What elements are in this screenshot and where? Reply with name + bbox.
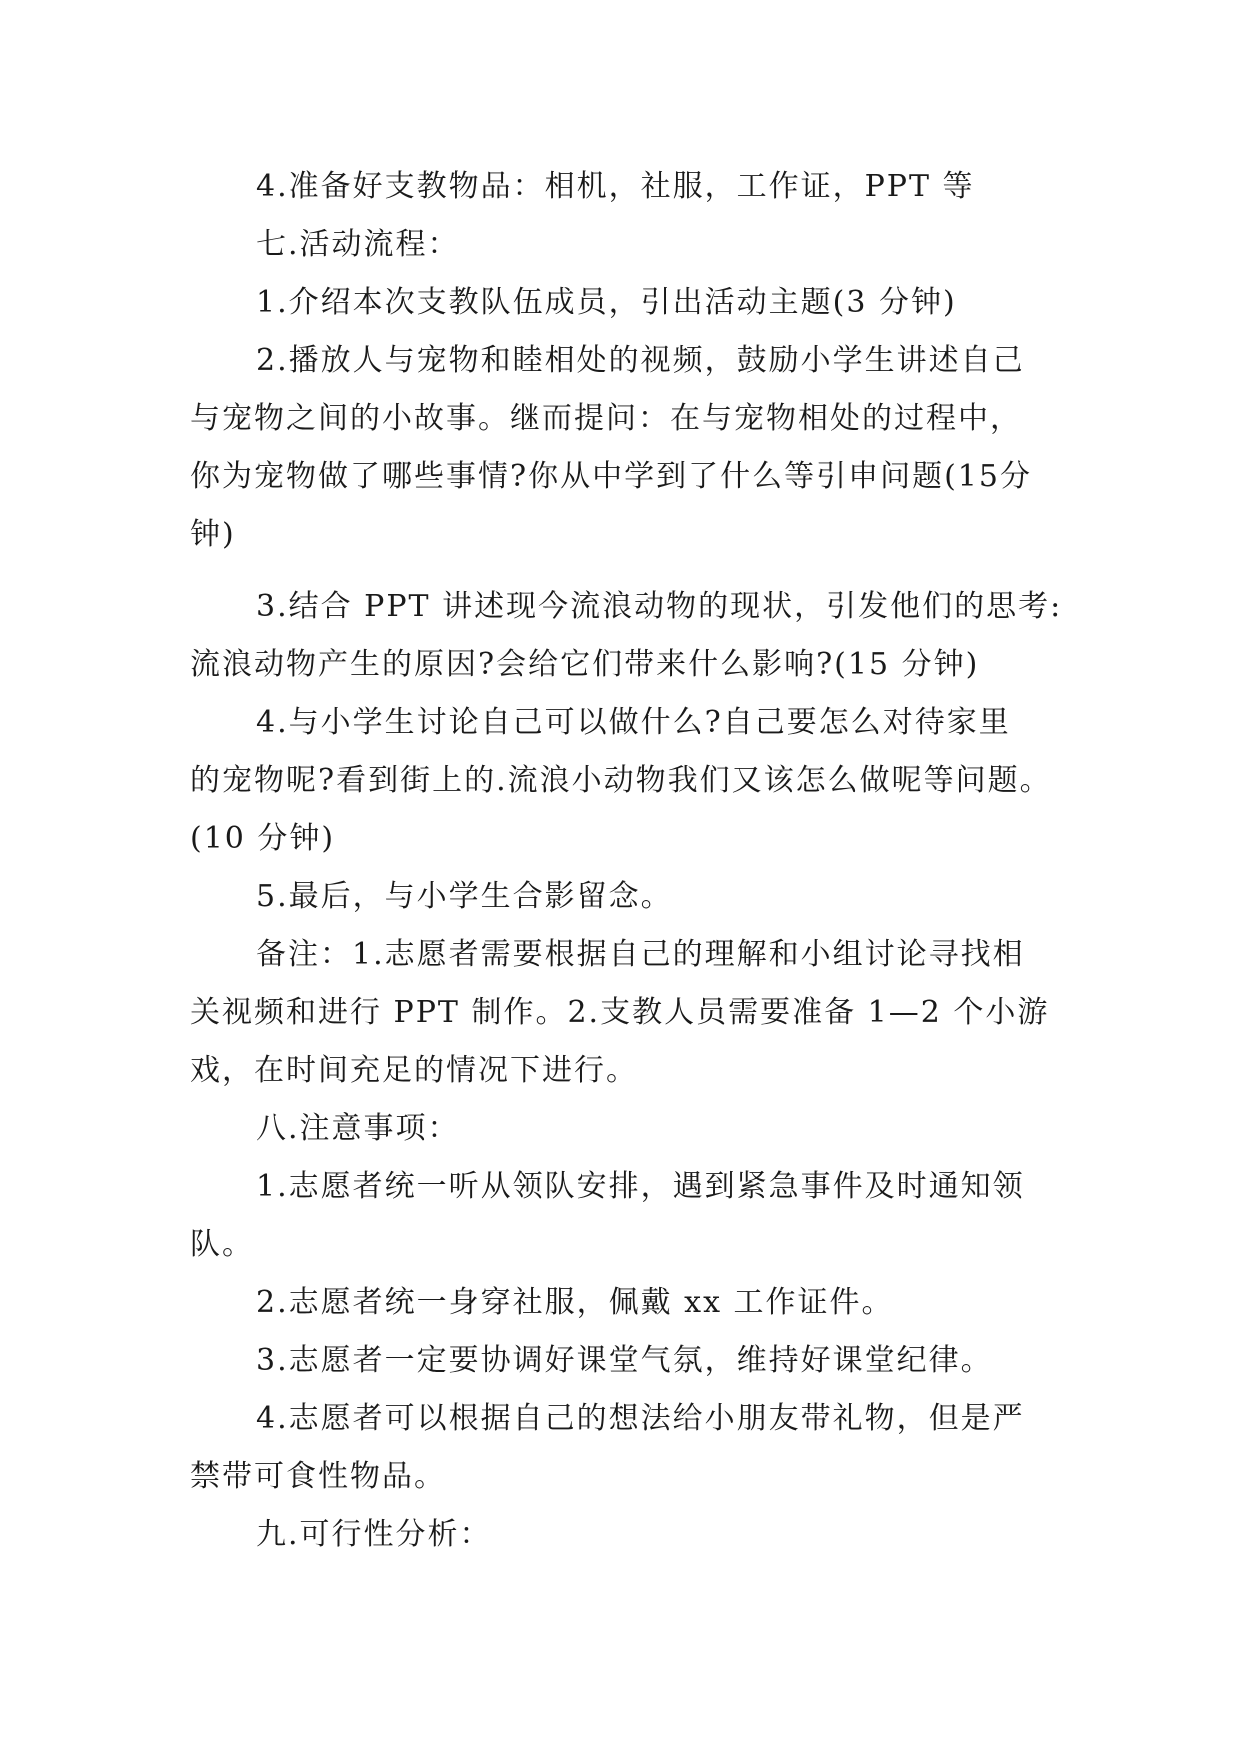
text-line: 1.介绍本次支教队伍成员，引出活动主题(3 分钟) xyxy=(256,285,957,320)
text-line: 与宠物之间的小故事。继而提问：在与宠物相处的过程中， xyxy=(190,401,1022,436)
text-line: 2.志愿者统一身穿社服，佩戴 xx 工作证件。 xyxy=(256,1285,894,1320)
text-line: 4.准备好支教物品：相机，社服，工作证，PPT 等 xyxy=(256,169,975,204)
document-page xyxy=(190,158,1063,1564)
text-line: 备注：1.志愿者需要根据自己的理解和小组讨论寻找相 xyxy=(256,937,1025,972)
text-line: 4.志愿者可以根据自己的想法给小朋友带礼物，但是严 xyxy=(256,1401,1025,1436)
text-line: 关视频和进行 PPT 制作。2.支教人员需要准备 1—2 个小游 xyxy=(190,995,1050,1030)
text-line: 流浪动物产生的原因?会给它们带来什么影响?(15 分钟) xyxy=(190,647,980,682)
text-line: 钟) xyxy=(190,517,236,552)
text-line: 3.结合 PPT 讲述现今流浪动物的现状，引发他们的思考: xyxy=(256,589,1063,624)
text-line: 禁带可食性物品。 xyxy=(190,1459,446,1494)
section-heading: 七.活动流程： xyxy=(256,227,460,262)
section-heading: 九.可行性分析： xyxy=(256,1517,492,1552)
text-line: (10 分钟) xyxy=(190,821,336,856)
section-heading: 八.注意事项： xyxy=(256,1111,460,1146)
text-line: 4.与小学生讨论自己可以做什么?自己要怎么对待家里 xyxy=(256,705,1011,740)
text-line: 戏，在时间充足的情况下进行。 xyxy=(190,1053,638,1088)
text-line: 3.志愿者一定要协调好课堂气氛，维持好课堂纪律。 xyxy=(256,1343,993,1378)
text-line: 队。 xyxy=(190,1227,254,1262)
text-line: 你为宠物做了哪些事情?你从中学到了什么等引申问题(15分 xyxy=(190,459,1032,494)
text-line: 5.最后，与小学生合影留念。 xyxy=(256,879,673,914)
text-line: 2.播放人与宠物和睦相处的视频，鼓励小学生讲述自己 xyxy=(256,343,1025,378)
text-line: 1.志愿者统一听从领队安排，遇到紧急事件及时通知领 xyxy=(256,1169,1025,1204)
text-line: 的宠物呢?看到街上的.流浪小动物我们又该怎么做呢等问题。 xyxy=(190,763,1052,798)
